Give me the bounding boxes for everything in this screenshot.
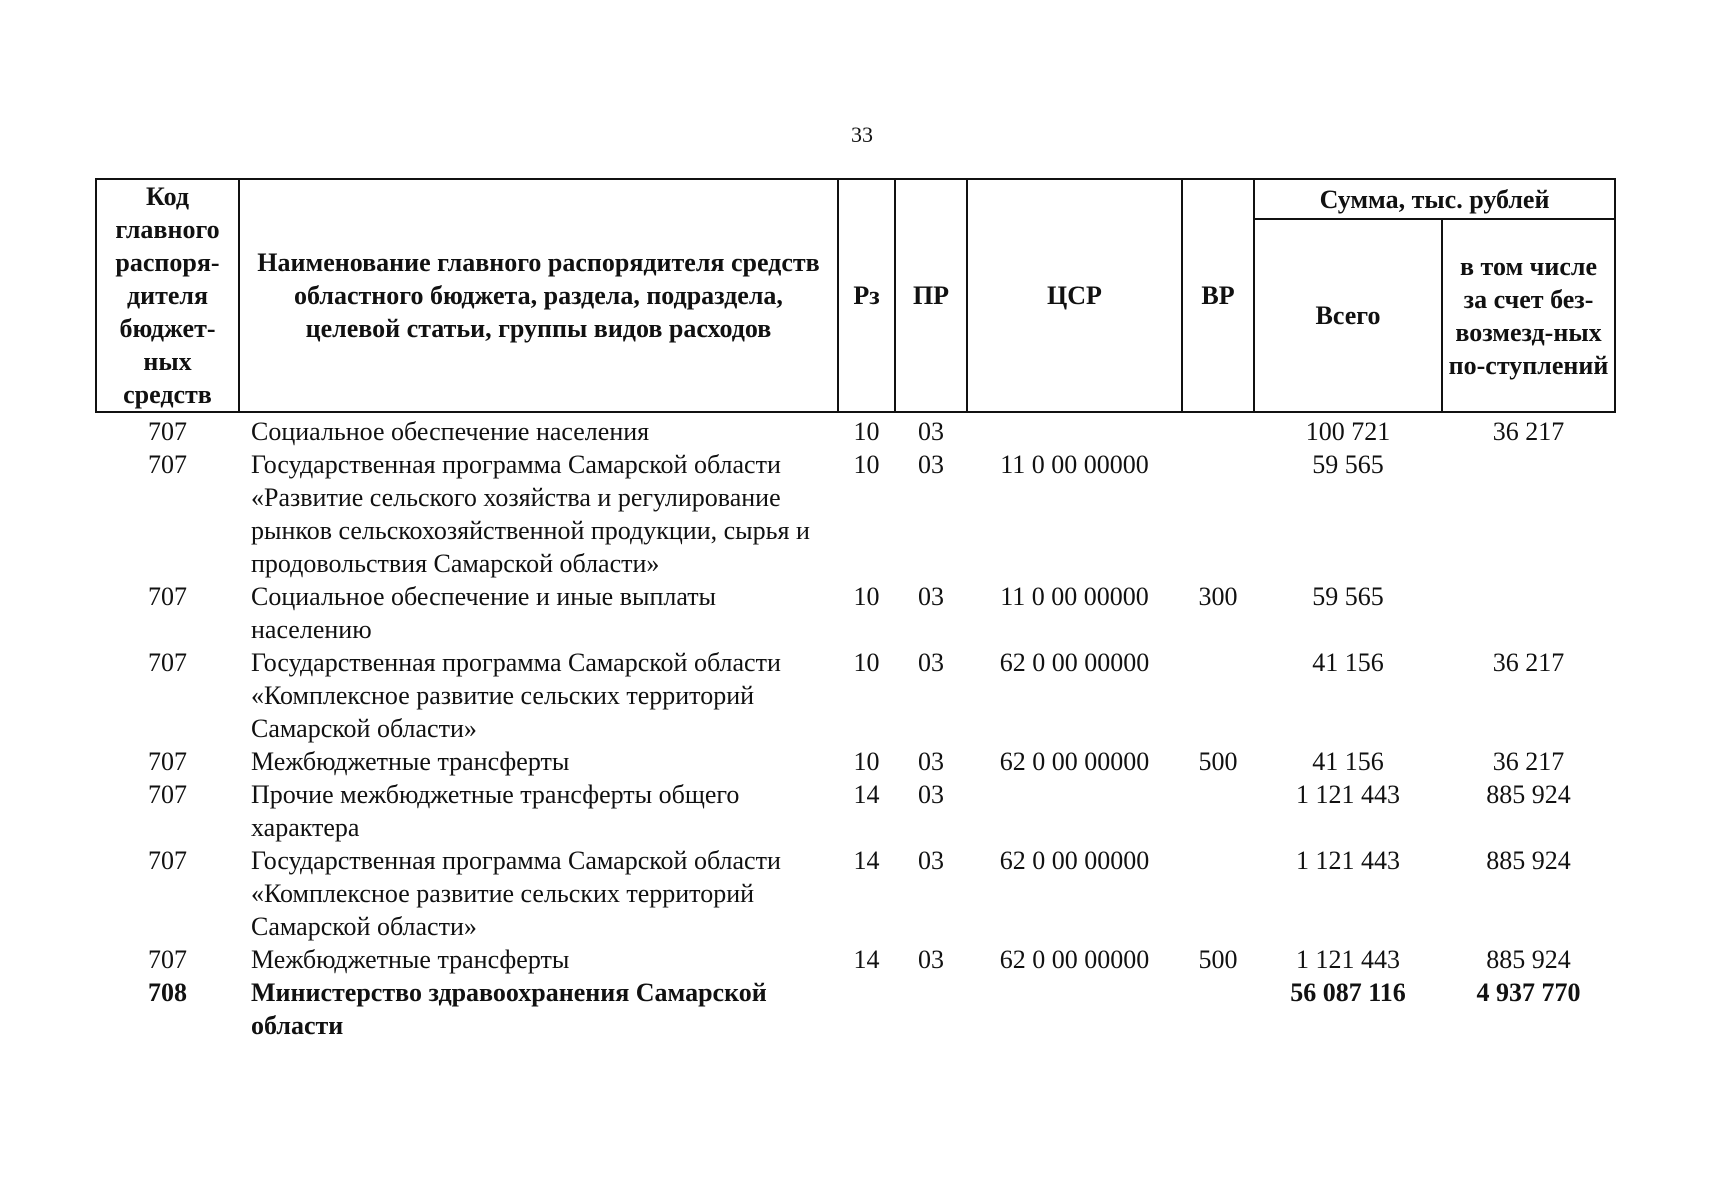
cell-pr: 03 [918,582,944,611]
cell-rz: 14 [853,945,880,974]
cell-code: 707 [148,450,187,479]
cell-csr: 62 0 00 00000 [999,846,1150,875]
header-sum-group: Сумма, тыс. рублей [1254,179,1615,219]
cell-pr: 03 [918,648,944,677]
header-rz: Рз [838,179,895,412]
cell-csr: 11 0 00 00000 [1000,450,1149,479]
cell-rz: 10 [853,747,880,776]
cell-csr: 62 0 00 00000 [999,747,1150,776]
cell-name: Межбюджетные трансферты [251,945,570,974]
header-free: в том числе за счет без-возмезд-ных по-ступлений [1442,219,1615,412]
cell-free [1442,580,1615,646]
header-total: Всего [1254,219,1442,412]
cell-pr: 03 [918,780,944,809]
table-row [96,778,1615,844]
cell-code: 707 [148,945,187,974]
table-row [96,646,1615,745]
cell-rz: 10 [853,450,880,479]
cell-pr: 03 [918,846,944,875]
table-row [96,976,1615,1042]
cell-name: Социальное обеспечение и иные выплаты населению [251,582,717,644]
cell-pr: 03 [918,450,944,479]
cell-total: 100 721 [1305,417,1391,446]
cell-total: 1 121 443 [1296,945,1400,974]
cell-csr [967,412,1182,448]
table-row [96,844,1615,943]
cell-vr [1182,646,1254,745]
cell-rz: 10 [853,582,880,611]
cell-vr [1182,976,1254,1042]
cell-vr: 500 [1198,945,1238,974]
cell-name: Прочие межбюджетные трансферты общего характера [251,780,740,842]
cell-free [1442,448,1615,580]
cell-free: 36 217 [1492,648,1565,677]
cell-vr [1182,448,1254,580]
cell-vr [1182,412,1254,448]
table-body [96,412,1615,1042]
cell-name: Государственная программа Самарской области «Комплексное развитие сельских территорий Самарской области» [251,846,781,941]
cell-code: 707 [148,648,187,677]
header-pr: ПР [895,179,967,412]
cell-free: 885 924 [1486,945,1571,974]
cell-total: 56 087 116 [1290,978,1406,1007]
cell-csr: 62 0 00 00000 [999,648,1150,677]
header-name: Наименование главного распорядителя средств областного бюджета, раздела, подраздела, целевой статьи, группы видов расходов [239,179,838,412]
cell-vr [1182,778,1254,844]
cell-pr: 03 [918,945,944,974]
cell-csr: 11 0 00 00000 [1000,582,1149,611]
cell-code: 707 [148,417,187,446]
cell-rz: 10 [853,417,880,446]
cell-name: Государственная программа Самарской области «Комплексное развитие сельских территорий Самарской области» [251,648,781,743]
cell-name: Министерство здравоохранения Самарской области [251,978,767,1040]
cell-total: 41 156 [1312,648,1384,677]
cell-total: 1 121 443 [1296,780,1400,809]
table-row [96,580,1615,646]
budget-table [95,178,1616,1042]
cell-pr [895,976,967,1042]
table-header [96,179,1615,412]
cell-code: 707 [148,747,187,776]
cell-vr: 300 [1198,582,1238,611]
cell-free: 4 937 770 [1476,978,1581,1007]
cell-total: 59 565 [1312,582,1384,611]
cell-csr [967,976,1182,1042]
cell-vr [1182,844,1254,943]
cell-total: 1 121 443 [1296,846,1400,875]
cell-name: Социальное обеспечение населения [251,417,650,446]
cell-rz: 10 [853,648,880,677]
cell-total: 59 565 [1312,450,1384,479]
cell-code: 707 [148,846,187,875]
cell-free: 36 217 [1492,417,1565,446]
table-row [96,943,1615,976]
cell-csr [967,778,1182,844]
cell-vr: 500 [1198,747,1238,776]
cell-pr: 03 [918,747,944,776]
table-row [96,412,1615,448]
cell-name: Государственная программа Самарской области «Развитие сельского хозяйства и регулирование рынков сельскохозяйственной продукции, сырья и продовольствия Самарской области» [251,450,810,578]
header-csr: ЦСР [967,179,1182,412]
cell-rz [838,976,895,1042]
cell-code: 708 [148,978,187,1007]
cell-rz: 14 [853,780,880,809]
cell-code: 707 [148,582,187,611]
cell-csr: 62 0 00 00000 [999,945,1150,974]
cell-code: 707 [148,780,187,809]
table-row [96,745,1615,778]
cell-free: 36 217 [1492,747,1565,776]
cell-pr: 03 [918,417,944,446]
cell-free: 885 924 [1486,780,1571,809]
table-row [96,448,1615,580]
cell-total: 41 156 [1312,747,1384,776]
page-number: 33 [851,122,873,147]
cell-name: Межбюджетные трансферты [251,747,570,776]
cell-free: 885 924 [1486,846,1571,875]
header-vr: ВР [1182,179,1254,412]
header-code: Код главного распоря-дителя бюджет-ных средств [96,179,239,412]
cell-rz: 14 [853,846,880,875]
